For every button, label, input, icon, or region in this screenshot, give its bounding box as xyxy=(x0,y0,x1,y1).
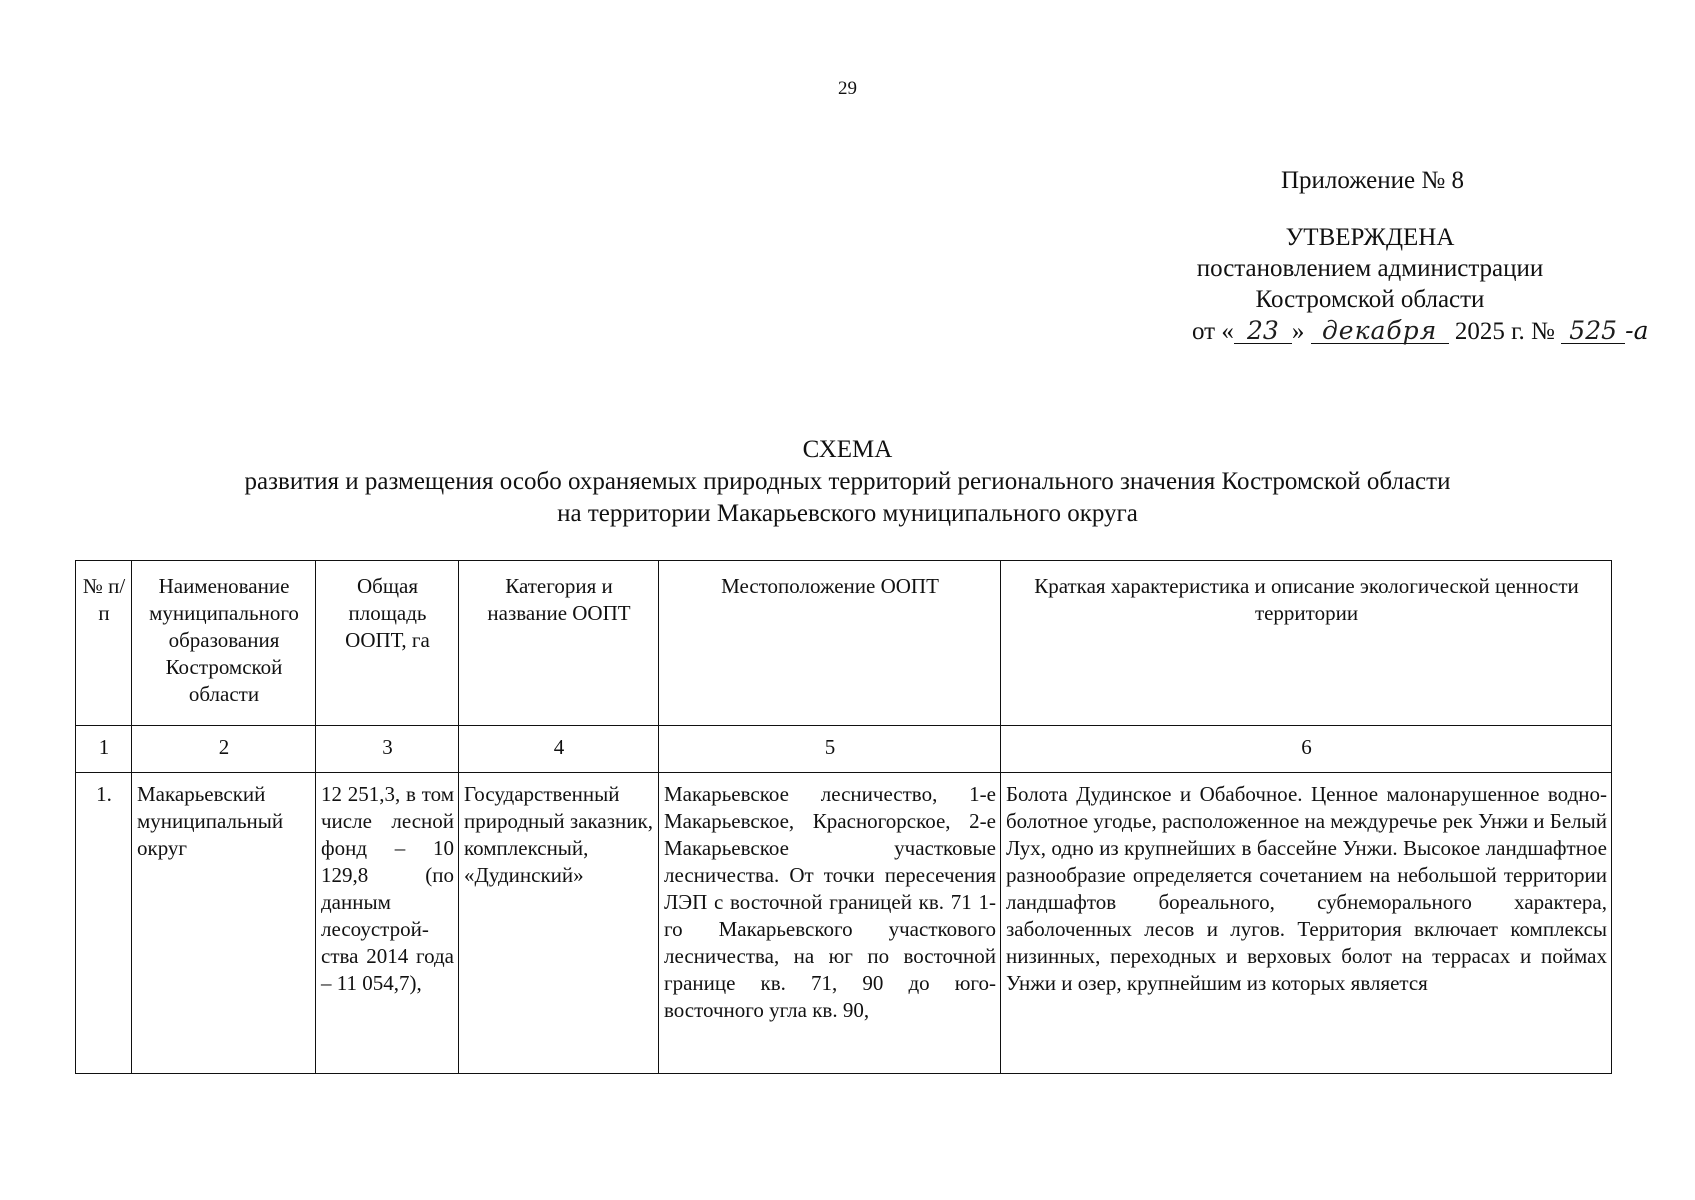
header-location: Местоположение ООПТ xyxy=(659,561,1001,726)
column-number: 5 xyxy=(659,726,1001,773)
approved-by-line1: постановлением администрации xyxy=(1196,255,1544,282)
scheme-subtitle-line1: развития и размещения особо охраняемых природных территорий регионального значения Костромской области xyxy=(244,468,1451,495)
appendix-title: Приложение № 8 xyxy=(1280,167,1464,194)
date-mid: » xyxy=(1291,318,1305,345)
header-municipality: Наименование муниципального образования Костромской области xyxy=(132,561,316,726)
approved-by-line2: Костромской области xyxy=(1255,286,1485,313)
approved-label: УТВЕРЖДЕНА xyxy=(1285,224,1455,251)
row-description: Болота Дудинское и Обабочное. Ценное малонарушенное водно-болотное угодье, расположенное на междуречье рек Унжи и Белый Лух, одно из крупнейших в бассейне Унжи. Высокое ландшафтное разнообразие определяется сочетанием на небольшой территории ландшафтов бореального, субнеморального характера, заболоченных лесов и лугов. Территория включает комплексы низинных, переходных и верховых болот на террасах и поймах Унжи и озер, крупнейшим из которых является xyxy=(1001,773,1612,1074)
column-number: 4 xyxy=(459,726,659,773)
column-number-row xyxy=(76,726,1612,773)
column-number: 6 xyxy=(1001,726,1612,773)
scheme-title-block xyxy=(0,434,1695,530)
oopt-table xyxy=(75,560,1612,1074)
handwritten-month: декабря xyxy=(1311,319,1449,344)
row-location: Макарьевское лесничество, 1-е Макарьевское, Красногорское, 2-е Макарьевское участковые лесничества. От точки пересечения ЛЭП с восточной границей кв. 71 1-го Макарьевского участкового лесничества, на юг по восточной границе кв. 71, 90 до юго-восточного угла кв. 90, xyxy=(659,773,1001,1074)
handwritten-doc-number: 525 xyxy=(1561,319,1625,344)
row-category: Государственный природный заказник, комплексный, «Дудинский» xyxy=(459,773,659,1074)
row-area: 12 251,3, в том числе лесной фонд – 10 129,8 (по данным лесоустрой-ства 2014 года – 11 054,7), xyxy=(316,773,459,1074)
header-description: Краткая характеристика и описание экологической ценности территории xyxy=(1001,561,1612,726)
column-number: 1 xyxy=(76,726,132,773)
scheme-subtitle-line2: на территории Макарьевского муниципального округа xyxy=(557,500,1138,527)
handwritten-day: 23 xyxy=(1234,319,1292,344)
approval-stamp xyxy=(1080,222,1649,347)
row-municipality: Макарьевский муниципальный округ xyxy=(132,773,316,1074)
date-year: 2025 г. № xyxy=(1454,318,1555,345)
table-header-row xyxy=(76,561,1612,726)
column-number: 3 xyxy=(316,726,459,773)
approval-date-line xyxy=(1140,315,1649,347)
row-number: 1. xyxy=(76,773,132,1074)
header-area: Общая площадь ООПТ, га xyxy=(316,561,459,726)
header-number: № п/п xyxy=(76,561,132,726)
scheme-title: СХЕМА xyxy=(802,436,893,463)
header-category: Категория и название ООПТ xyxy=(459,561,659,726)
column-number: 2 xyxy=(132,726,316,773)
table-row xyxy=(76,773,1612,1074)
page-number: 29 xyxy=(838,78,857,99)
appendix-block xyxy=(1080,165,1649,347)
date-prefix: от « xyxy=(1192,318,1234,345)
handwritten-doc-suffix: -а xyxy=(1625,316,1649,345)
